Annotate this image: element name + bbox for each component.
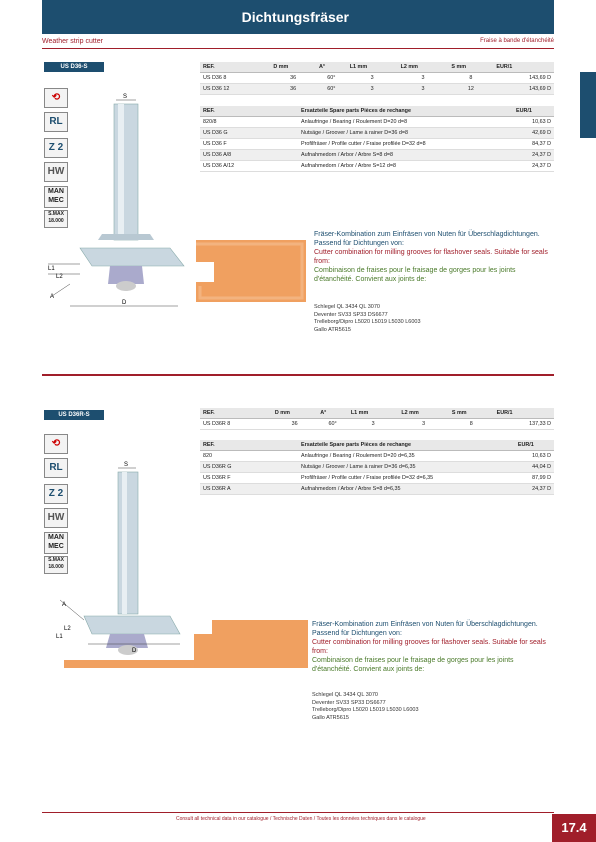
page-title: Dichtungsfräser — [241, 9, 349, 25]
cutter-drawing — [44, 88, 204, 320]
col-header: EUR/1 — [515, 440, 554, 451]
cell-price: 10,63 D — [513, 117, 554, 128]
cell-a: 60° — [316, 73, 347, 84]
cell-ref: US D36 G — [200, 128, 298, 139]
parts-table — [200, 440, 554, 495]
cell-ref: US D36 8 — [200, 73, 270, 84]
dim-l1-label: L1 — [48, 266, 55, 272]
cell-a: 60° — [316, 84, 347, 95]
table-row — [200, 84, 554, 95]
col-header: L2 mm — [398, 62, 449, 73]
man-mec-icon: MAN MEC — [44, 532, 68, 554]
list-item: Trelleborg/Dipro L5020 L5019 L5030 L6003 — [312, 707, 419, 713]
cell-ref: 820 — [200, 451, 298, 462]
dim-a-label: A — [62, 602, 67, 608]
rotation-icon: ⟲ — [44, 434, 68, 454]
cell-s: 12 — [448, 84, 493, 95]
list-item: Gallo ATR5615 — [312, 714, 349, 721]
wood-profile — [196, 240, 306, 302]
dim-s-label: S — [124, 462, 129, 468]
cell-desc: Nutsäge / Groover / Lame à rainer D=36 d=6,35 — [298, 462, 515, 473]
col-header: REF. — [200, 408, 272, 419]
col-header: EUR/1 — [513, 106, 554, 117]
col-header: Ersatzteile Spare parts Pièces de rechange — [298, 106, 513, 117]
cell-a: 60° — [317, 419, 348, 430]
description-de: Fräser-Kombination zum Einfräsen von Nuten für Überschlagdichtungen. Passend für Dichtungen von: — [312, 621, 538, 637]
col-header: Ersatzteile Spare parts Pièces de rechange — [298, 440, 515, 451]
dim-l2-label: L2 — [64, 626, 71, 632]
description-en: Cutter combination for milling grooves for flashover seals. Suitable for seals from: — [314, 249, 548, 265]
list-item: Deventer SV33 SP33 DS6677 — [314, 311, 388, 318]
dim-a-label: A — [50, 294, 55, 300]
col-header: S mm — [449, 408, 494, 419]
cell-price: 143,69 D — [493, 84, 554, 95]
col-header: L1 mm — [347, 62, 398, 73]
table-row — [200, 161, 554, 172]
col-header: L2 mm — [398, 408, 449, 419]
man-mec-icon: MAN MEC — [44, 186, 68, 208]
table-row — [200, 451, 554, 462]
cell-desc: Nutsäge / Groover / Lame à rainer D=36 d=8 — [298, 128, 513, 139]
col-header: A° — [317, 408, 348, 419]
cell-ref: US D36R A — [200, 484, 298, 495]
list-item: Gallo ATR5615 — [314, 326, 351, 333]
cell-s: 8 — [449, 419, 494, 430]
max-speed-icon: S.MAX 18.000 — [44, 556, 68, 574]
cell-d: 36 — [270, 73, 316, 84]
cell-price: 143,69 D — [493, 73, 554, 84]
col-header: EUR/1 — [493, 62, 554, 73]
cell-ref: US D36R F — [200, 473, 298, 484]
dim-s-label: S — [123, 94, 128, 100]
cell-l2: 3 — [398, 73, 449, 84]
chapter-tab — [580, 72, 596, 138]
cell-price: 44,04 D — [515, 462, 554, 473]
description-de: Fräser-Kombination zum Einfräsen von Nuten für Überschlagdichtungen. Passend für Dichtungen von: — [314, 231, 540, 247]
wood-profile — [64, 618, 308, 668]
cell-desc: Profilfräser / Profile cutter / Fraise profilée D=32 d=6,35 — [298, 473, 515, 484]
col-header: A° — [316, 62, 347, 73]
cell-l1: 3 — [348, 419, 399, 430]
list-item: Deventer SV33 SP33 DS6677 — [312, 699, 386, 706]
cell-l2: 3 — [398, 84, 449, 95]
subtitle-fr: Fraise à bande d'étanchéité — [480, 38, 554, 44]
cell-price: 24,37 D — [515, 484, 554, 495]
dim-d-label: D — [132, 648, 137, 654]
cell-desc: Aufnahmedorn / Arbor / Arbre S=8 d=8 — [298, 150, 513, 161]
list-item: Schlegel QL 3434 QL 3070 — [312, 692, 378, 698]
parts-table — [200, 106, 554, 172]
cell-s: 8 — [448, 73, 493, 84]
description-fr: Combinaison de fraises pour le fraisage de gorges pour les joints d'étanchéité. Convient aux joints de: — [314, 267, 516, 283]
rl-icon: RL — [44, 458, 68, 478]
cell-price: 87,99 D — [515, 473, 554, 484]
product-code-badge: US D36-S — [44, 62, 104, 72]
cell-ref: US D36R G — [200, 462, 298, 473]
col-header: REF. — [200, 106, 298, 117]
cell-desc: Aufnahmedorn / Arbor / Arbre S=12 d=8 — [298, 161, 513, 172]
spec-table — [200, 408, 554, 430]
col-header: S mm — [448, 62, 493, 73]
teeth-icon: Z 2 — [44, 484, 68, 504]
cell-price: 24,37 D — [513, 150, 554, 161]
table-row — [200, 484, 554, 495]
product-code-badge: US D36R-S — [44, 410, 104, 420]
cell-desc: Anlaufringe / Bearing / Roulement D=20 d=8 — [298, 117, 513, 128]
col-header: REF. — [200, 62, 270, 73]
col-header: D mm — [272, 408, 317, 419]
subtitle-en: Weather strip cutter — [42, 38, 103, 45]
cell-ref: US D36 12 — [200, 84, 270, 95]
table-row — [200, 419, 554, 430]
cell-desc: Aufnahmedorn / Arbor / Arbre S=8 d=6,35 — [298, 484, 515, 495]
table-row — [200, 473, 554, 484]
description-block — [314, 230, 554, 284]
page-number: 17.4 — [552, 814, 596, 842]
description-en: Cutter combination for milling grooves for flashover seals. Suitable for seals from: — [312, 639, 546, 655]
table-row — [200, 139, 554, 150]
cell-ref: 820/8 — [200, 117, 298, 128]
cell-price: 84,37 D — [513, 139, 554, 150]
cell-l1: 3 — [347, 73, 398, 84]
rotation-icon: ⟲ — [44, 88, 68, 108]
hw-icon: HW — [44, 508, 68, 528]
spec-table — [200, 62, 554, 95]
page-header — [42, 0, 554, 34]
cell-price: 24,37 D — [513, 161, 554, 172]
table-row — [200, 73, 554, 84]
cell-desc: Anlaufringe / Bearing / Roulement D=20 d=6,35 — [298, 451, 515, 462]
section-divider — [42, 374, 554, 376]
cell-price: 137,33 D — [494, 419, 554, 430]
list-item: Schlegel QL 3434 QL 3070 — [314, 304, 380, 310]
list-item: Trelleborg/Dipro L5020 L5019 L5030 L6003 — [314, 319, 421, 325]
seals-list — [314, 304, 421, 334]
cell-ref: US D36 A/12 — [200, 161, 298, 172]
description-block — [312, 620, 554, 674]
table-row — [200, 117, 554, 128]
cell-l1: 3 — [347, 84, 398, 95]
table-row — [200, 128, 554, 139]
cell-ref: US D36R 8 — [200, 419, 272, 430]
col-header: L1 mm — [348, 408, 399, 419]
dim-d-label: D — [122, 300, 127, 306]
col-header: REF. — [200, 440, 298, 451]
table-row — [200, 462, 554, 473]
dim-l2-label: L2 — [56, 274, 63, 280]
cell-l2: 3 — [398, 419, 449, 430]
dim-l1-label: L1 — [56, 634, 63, 640]
col-header: EUR/1 — [494, 408, 554, 419]
seals-list — [312, 692, 419, 722]
rl-icon: RL — [44, 112, 68, 132]
teeth-icon: Z 2 — [44, 138, 68, 158]
cell-ref: US D36 A/8 — [200, 150, 298, 161]
col-header: D mm — [270, 62, 316, 73]
footer-rule — [42, 812, 554, 813]
cell-d: 36 — [272, 419, 317, 430]
divider — [42, 48, 554, 49]
description-fr: Combinaison de fraises pour le fraisage de gorges pour les joints d'étanchéité. Convient aux joints de: — [312, 657, 514, 673]
table-row — [200, 150, 554, 161]
cell-desc: Profilfräser / Profile cutter / Fraise profilée D=32 d=8 — [298, 139, 513, 150]
cell-ref: US D36 F — [200, 139, 298, 150]
footer-note: Consult all technical data in our catalogue / Technische Daten / Toutes les données techniques dans le catalogue — [176, 816, 426, 822]
hw-icon: HW — [44, 162, 68, 182]
cell-d: 36 — [270, 84, 316, 95]
cell-price: 42,69 D — [513, 128, 554, 139]
max-speed-icon: S.MAX 18.000 — [44, 210, 68, 228]
cell-price: 10,63 D — [515, 451, 554, 462]
